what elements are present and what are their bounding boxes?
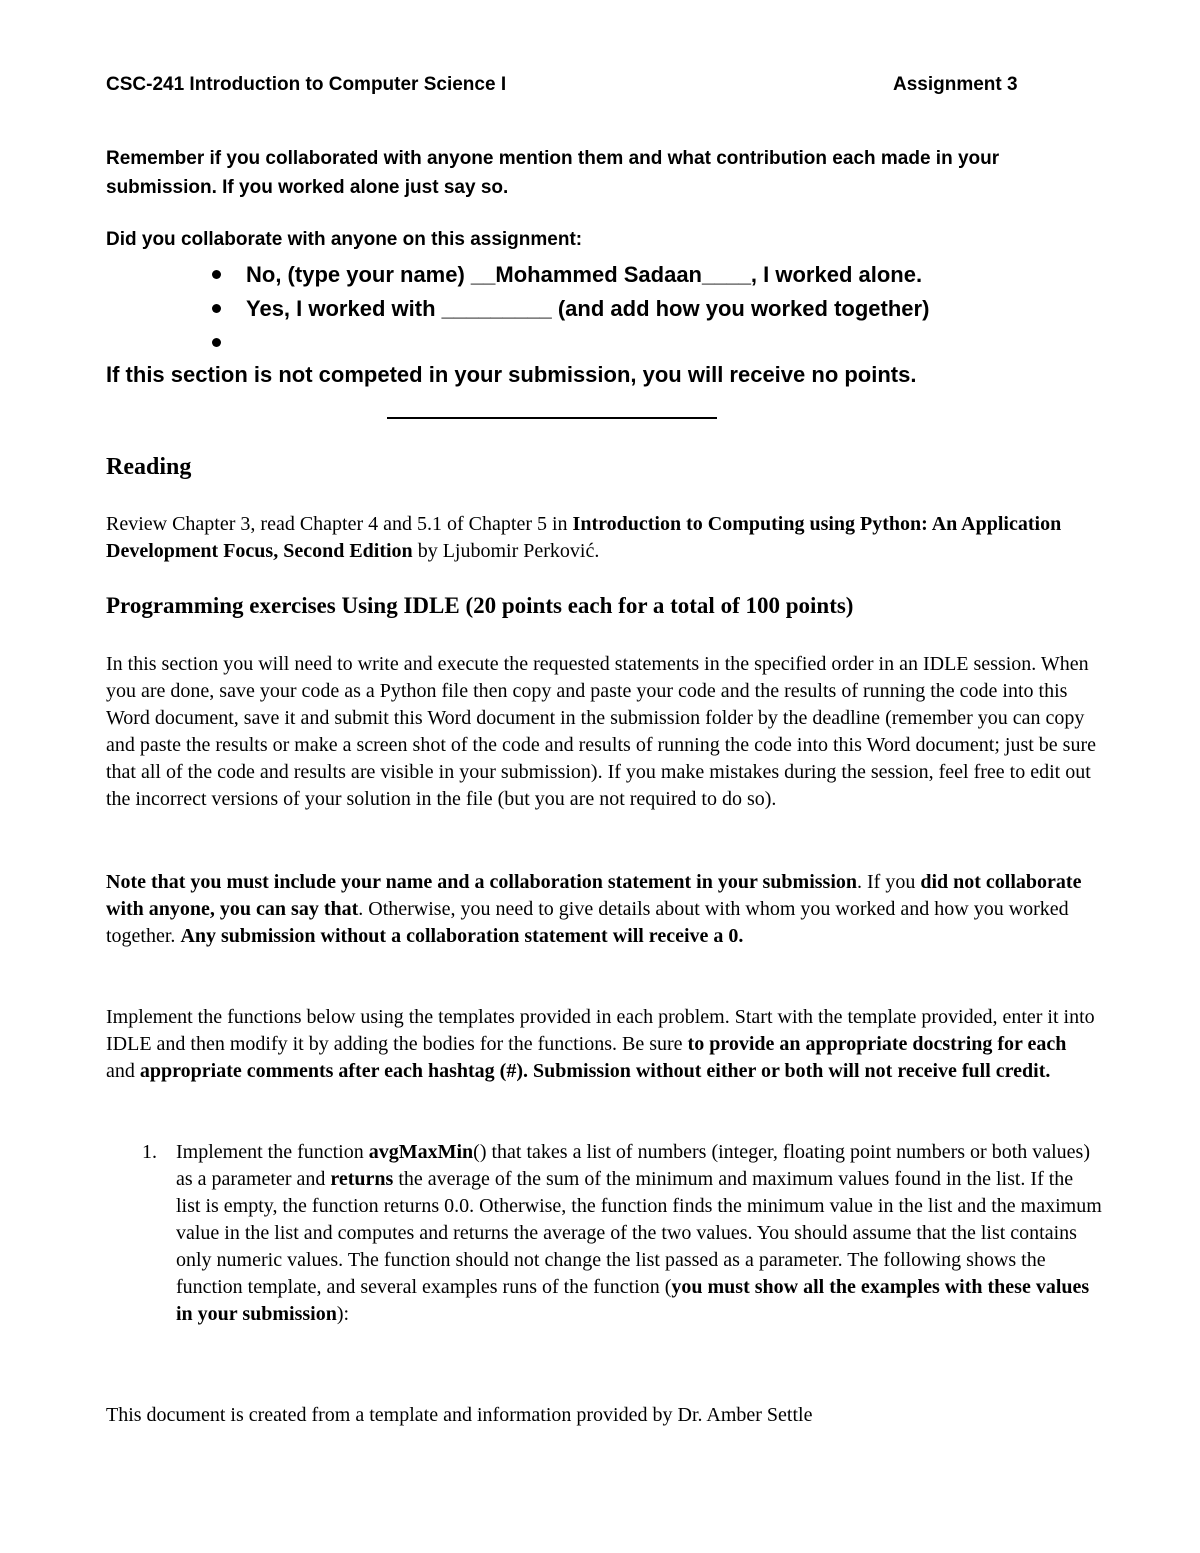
option-worked-with: [210, 292, 929, 326]
implementation-instructions: [106, 1004, 1096, 1085]
collaboration-warning: If this section is not competed in your submission, you will receive no points.: [106, 362, 917, 387]
footer-credit: This document is created from a template and information provided by Dr. Amber Settle: [106, 1404, 813, 1426]
reading-paragraph: [106, 511, 1096, 565]
assignment-label: Assignment 3: [893, 74, 1018, 95]
reading-heading: Reading: [106, 454, 192, 480]
reading-author: by Ljubomir Perković.: [412, 540, 600, 562]
note-bold-text: Any submission without a collaboration statement will receive a 0.: [180, 925, 744, 947]
note-bold-text: Note that you must include your name and a collaboration statement in your submission: [106, 871, 857, 893]
collaboration-question: Did you collaborate with anyone on this assignment:: [106, 229, 583, 250]
bullet-icon: [212, 338, 221, 347]
impl-text: and: [106, 1060, 140, 1082]
problem-text-part: ):: [336, 1303, 350, 1325]
impl-bold-text: to provide an appropriate docstring for each: [687, 1033, 1067, 1055]
problem-text-part: () that takes a list of numbers (integer, floating point numbers or both values) as a parameter and: [176, 1141, 1090, 1190]
problem-text-part: Implement the function: [176, 1141, 369, 1163]
option-text: Yes, I worked with _________ (and add how you worked together): [246, 296, 930, 321]
collaboration-options: [210, 258, 929, 360]
option-empty: [210, 326, 929, 360]
problem-text-part: the average of the sum of the minimum and maximum values found in the list. If the list is empty, the function returns 0.0. Otherwise, the function finds the minimum value in the list and the maximum value in the list and computes and returns the average of the two values. You should assume that the list contains only numeric values. The function should not change the list passed as a parameter. The following shows the function template, and several examples runs of the function (: [176, 1168, 1102, 1298]
function-name: avgMaxMin: [368, 1141, 474, 1163]
book-title: Introduction to Computing using Python: An Application Development Focus, Second Edition: [106, 513, 1062, 562]
problem-bold-text: you must show all the examples with these values in your submission: [176, 1276, 1090, 1325]
section-instructions: In this section you will need to write and execute the requested statements in the specified order in an IDLE session. When you are done, save your code as a Python file then copy and paste your code and the results of running the code into this Word document, save it and submit this Word document in the submission folder by the deadline (remember you can copy and paste the results or make a screen shot of the code and results of running the code into this Word document; just be sure that all of the code and results are visible in your submission). If you make mistakes during the session, feel free to edit out the incorrect versions of your solution in the file (but you are not required to do so).: [106, 653, 1096, 810]
collaboration-reminder: Remember if you collaborated with anyone mention them and what contribution each made in your submission. If you worked alone just say so.: [106, 148, 1000, 198]
problem-number: 1.: [142, 1141, 157, 1163]
course-title: CSC-241 Introduction to Computer Science I: [106, 74, 507, 95]
bullet-icon: [212, 304, 221, 313]
problem-bold-text: returns: [330, 1168, 394, 1190]
collaboration-note: [106, 869, 1096, 950]
bullet-icon: [212, 270, 221, 279]
option-text: No, (type your name) __Mohammed Sadaan____, I worked alone.: [246, 262, 923, 287]
note-bold-text: did not collaborate with anyone, you can say that: [106, 871, 1082, 920]
impl-text: Implement the functions below using the templates provided in each problem. Start with the template provided, enter it into IDLE and then modify it by adding the bodies for the functions. Be sure: [106, 1006, 1095, 1055]
option-worked-alone: [210, 258, 929, 292]
section-divider: [387, 417, 717, 419]
problem-1: [142, 1139, 1102, 1328]
problem-text: [176, 1139, 1102, 1328]
note-text: . Otherwise, you need to give details about with whom you worked and how you worked together.: [106, 898, 1069, 947]
programming-heading: Programming exercises Using IDLE (20 points each for a total of 100 points): [106, 593, 854, 618]
reading-text: Review Chapter 3, read Chapter 4 and 5.1 of Chapter 5 in: [106, 513, 573, 535]
impl-bold-text: appropriate comments after each hashtag (#). Submission without either or both will not receive full credit.: [139, 1060, 1051, 1082]
note-text: . If you: [857, 871, 921, 893]
